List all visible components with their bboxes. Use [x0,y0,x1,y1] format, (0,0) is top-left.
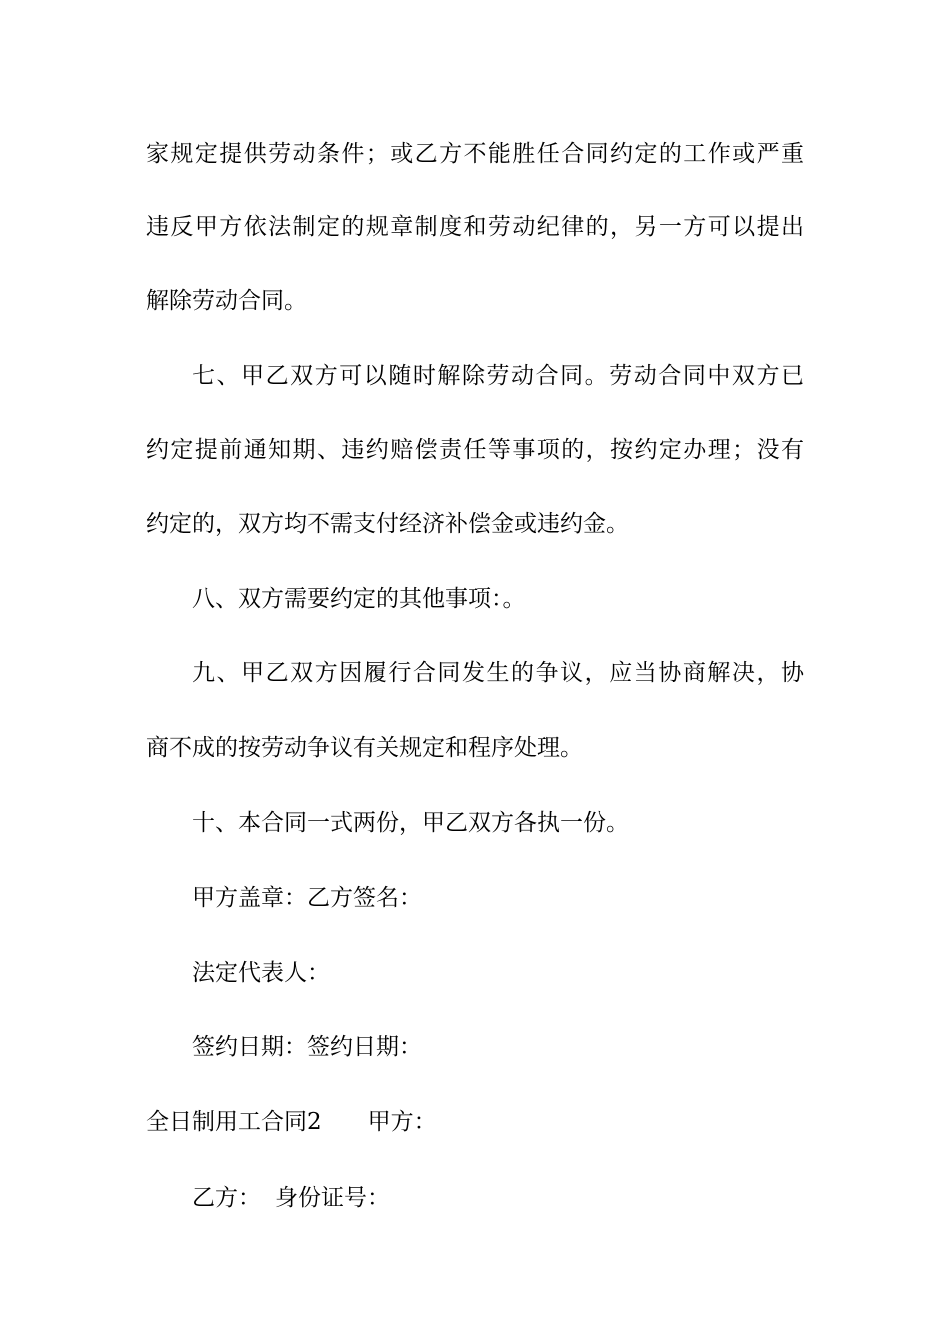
paragraph-line: 违反甲方依法制定的规章制度和劳动纪律的，另一方可以提出 [146,214,804,240]
second-contract-heading-line [146,1107,437,1137]
party-a-label: 甲方： [367,1109,437,1135]
clause-nine-line: 九、甲乙双方因履行合同发生的争议，应当协商解决，协 [192,660,804,686]
paragraph-line: 家规定提供劳动条件；或乙方不能胜任合同约定的工作或严重 [146,141,804,167]
paragraph-line: 商不成的按劳动争议有关规定和程序处理。 [146,735,583,761]
paragraph-line: 约定提前通知期、违约赔偿责任等事项的，按约定办理；没有 [146,437,804,463]
clause-seven-line: 七、甲乙双方可以随时解除劳动合同。劳动合同中双方已 [192,363,804,389]
signature-line: 甲方盖章：乙方签名： [192,885,422,911]
legal-representative-line: 法定代表人： [192,960,330,986]
signing-date-line: 签约日期：签约日期： [192,1034,422,1060]
second-contract-title: 全日制用工合同2 [146,1109,322,1135]
clause-ten-line: 十、本合同一式两份，甲乙双方各执一份。 [192,810,629,836]
clause-eight-line: 八、双方需要约定的其他事项：。 [192,586,526,612]
party-b-label: 乙方： [192,1185,261,1211]
party-b-line [192,1183,390,1213]
paragraph-line: 解除劳动合同。 [146,288,307,314]
id-number-label: 身份证号： [275,1185,390,1211]
paragraph-line: 约定的，双方均不需支付经济补偿金或违约金。 [146,511,629,537]
